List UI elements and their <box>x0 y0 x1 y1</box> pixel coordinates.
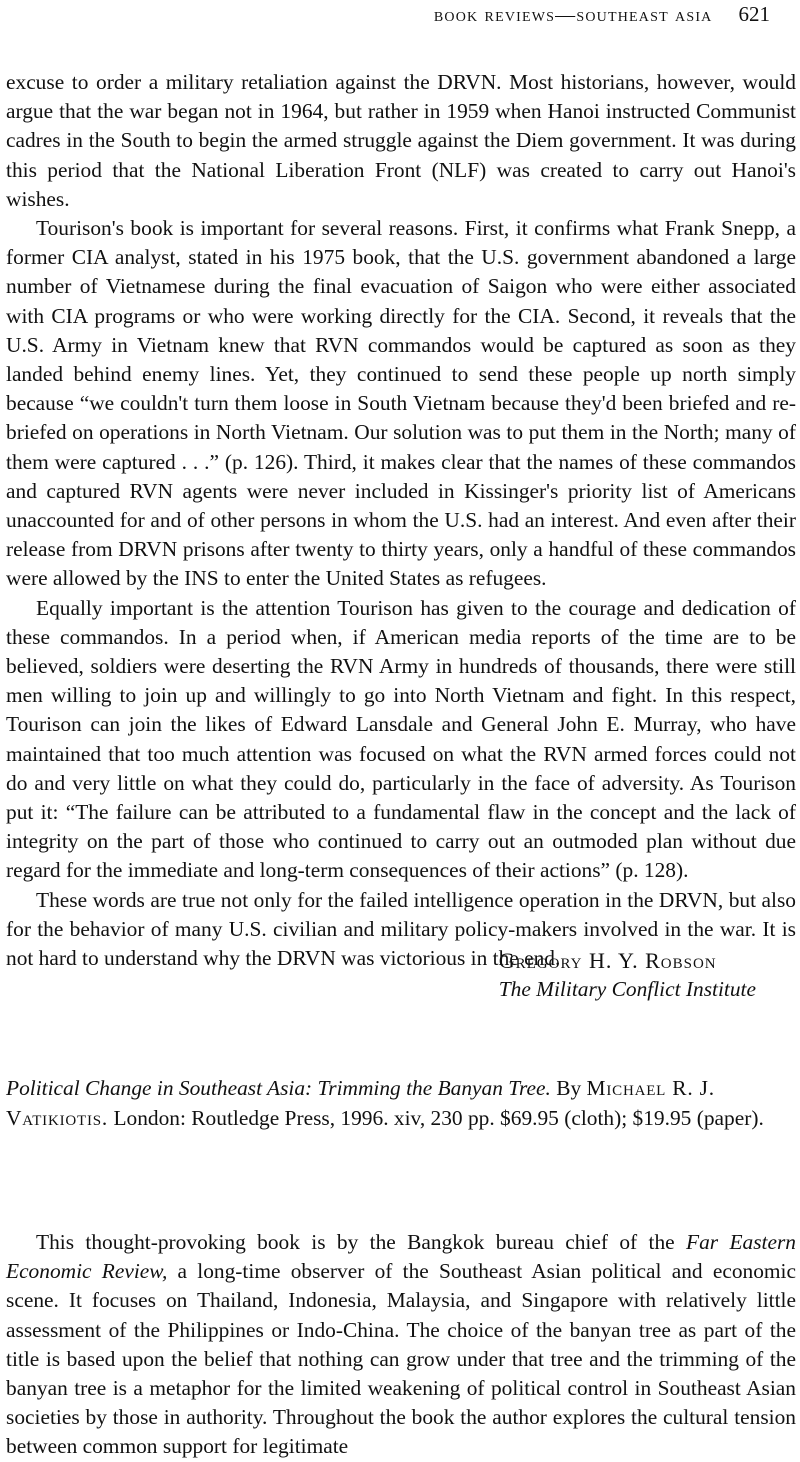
publication-details: London: Routledge Press, 1996. xiv, 230 pp. $69.95 (cloth); $19.95 (paper). <box>113 1105 764 1130</box>
by-label: By <box>556 1076 582 1100</box>
paragraph-2: Tourison's book is important for several reasons. First, it confirms what Frank Snepp, a former CIA analyst, stated in his 1975 book, that the U.S. government abandoned a large number of Vietnamese during the final evacuation of Saigon who were either associated with CIA programs or who were working directly for the CIA. Second, it reveals that the U.S. Army in Vietnam knew that RVN commandos would be captured as soon as they landed behind enemy lines. Yet, they continued to send these people up north simply because “we couldn't turn them loose in South Vietnam because they'd been briefed and re-briefed on operations in North Vietnam. Our solution was to put them in the North; many of them were captured . . .” (p. 126). Third, it makes clear that the names of these commandos and captured RVN agents were never included in Kissinger's priority list of Americans unaccounted for and of other persons in whom the U.S. had an interest. And even after their release from DRVN prisons after twenty to thirty years, only a handful of these commandos were allowed by the INS to enter the United States as refugees. <box>6 216 796 591</box>
page-number: 621 <box>738 2 770 26</box>
review-text-rest: a long-time observer of the Southeast Asian political and economic scene. It focuses on Thailand, Indonesia, Malaysia, and Singapore with relatively little assessment of the Philippines or Indo-China. The choice of the banyan tree as part of the title is based upon the belief that nothing can grow under that tree and the trimming of the banyan tree is a metaphor for the limited weakening of political control in Southeast Asian societies by those in authority. Throughout the book the author explores the cultural tension between common support for legitimate <box>6 1259 796 1459</box>
paragraph-4: These words are true not only for the failed intelligence operation in the DRVN, but also for the behavior of many U.S. civilian and military policy-makers involved in the war. It is not hard to understand why the DRVN was victorious in the end. <box>6 887 796 971</box>
book-title: Political Change in Southeast Asia: Trimming the Banyan Tree. <box>6 1076 551 1100</box>
running-head <box>434 2 770 27</box>
review-paragraph <box>6 1228 796 1462</box>
book-citation <box>6 1074 764 1133</box>
review-text-start: This thought-provoking book is by the Bangkok bureau chief of the <box>36 1230 675 1254</box>
reviewer-name: Gregory H. Y. Robson <box>498 948 717 973</box>
paragraph-1: excuse to order a military retaliation against the DRVN. Most historians, however, would argue that the war began not in 1964, but rather in 1959 when Hanoi instructed Communist cadres in the South to begin the armed struggle against the Diem government. It was during this period that the National Liberation Front (NLF) was created to carry out Hanoi's wishes. <box>6 70 796 211</box>
new-review-body <box>6 1228 796 1462</box>
journal-name: Far Eastern Economic Review, <box>6 1230 796 1284</box>
reviewer-affiliation: The Military Conflict Institute <box>498 977 756 1002</box>
review-continuation <box>6 68 796 973</box>
reviewer-signature <box>499 946 756 1004</box>
book-author: Michael R. J. Vatikiotis. <box>6 1076 715 1130</box>
paragraph-3: Equally important is the attention Tourison has given to the courage and dedication of these commandos. In a period when, if American media reports of the time are to be believed, soldiers were deserting the RVN Army in hundreds of thousands, there were still men willing to join up and willingly to go into North Vietnam and fight. In this respect, Tourison can join the likes of Edward Lansdale and General John E. Murray, who have maintained that too much attention was focused on what the RVN armed forces could not do and very little on what they could do, particularly in the face of adversity. As Tourison put it: “The failure can be attributed to a fundamental flaw in the concept and the lack of integrity on the part of those who continued to carry out an outmoded plan without due regard for the immediate and long-term consequences of their actions” (p. 128). <box>6 595 796 883</box>
running-head-title: book reviews—southeast asia <box>433 4 713 26</box>
